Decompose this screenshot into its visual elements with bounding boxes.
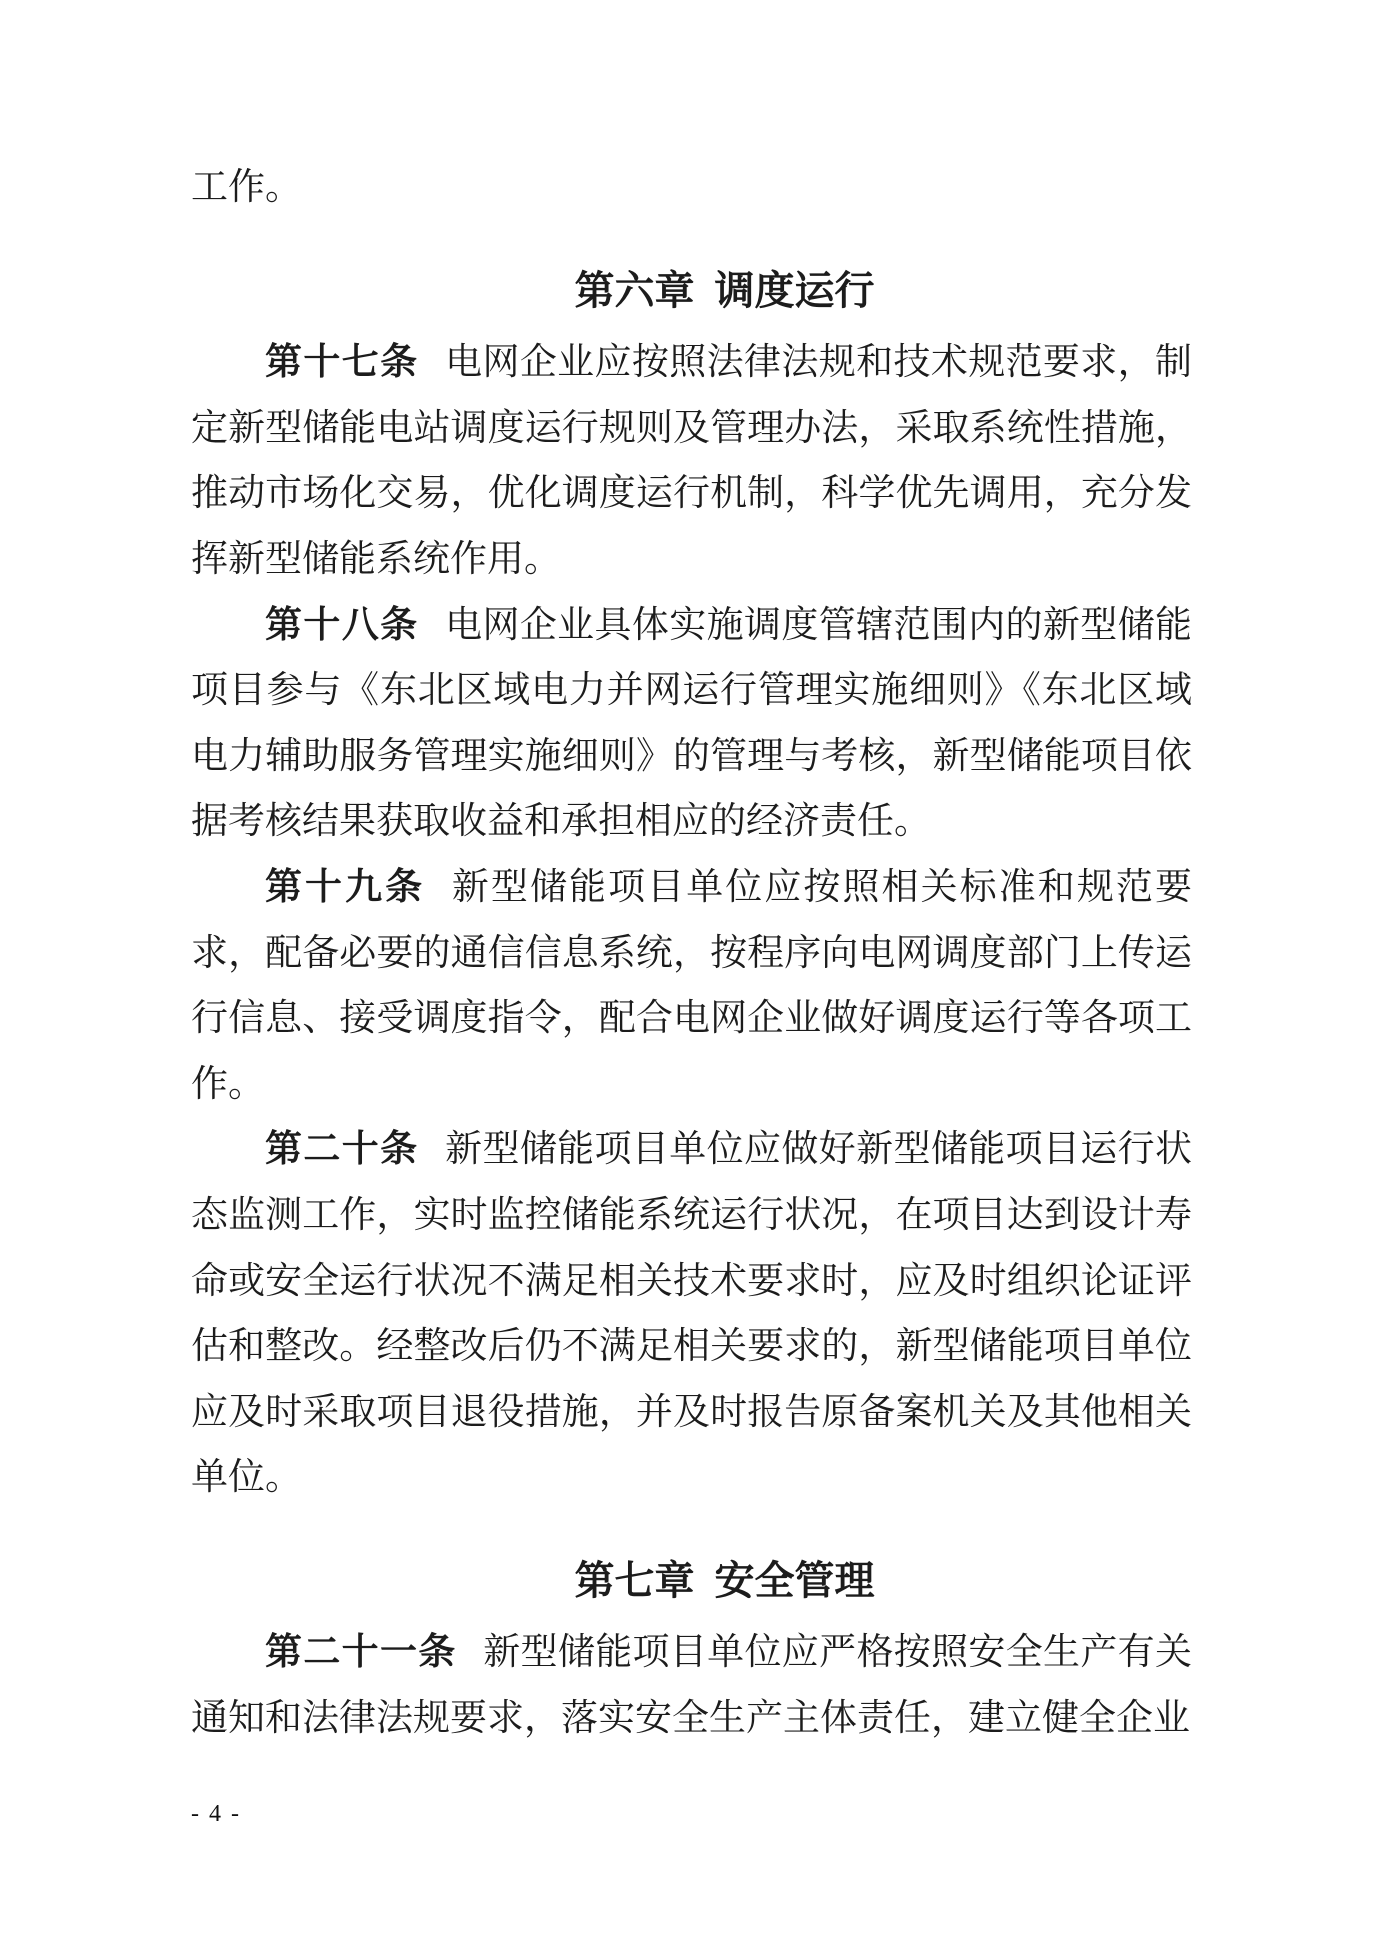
article-number: 第十八条	[265, 604, 419, 646]
article-text: 电网企业应按照法律法规和技术规范要求，制定新型储能电站调度运行规则及管理办法，采取系统性措施，推动市场化交易，优化调度运行机制，科学优先调用，充分发挥新型储能系统作用。	[191, 342, 1193, 580]
chapter-number: 第六章	[574, 268, 695, 313]
chapter-heading-7	[191, 1549, 1192, 1615]
chapter-title: 调度运行	[714, 268, 875, 313]
chapter-heading-6	[191, 259, 1192, 325]
article-number: 第二十条	[265, 1129, 419, 1171]
article-text: 新型储能项目单位应严格按照安全生产有关通知和法律法规要求，落实安全生产主体责任，建立健全企业	[191, 1632, 1193, 1740]
article-text: 电网企业具体实施调度管辖范围内的新型储能项目参与《东北区域电力并网运行管理实施细则》《东北区域电力辅助服务管理实施细则》的管理与考核，新型储能项目依据考核结果获取收益和承担相应的经济责任。	[191, 604, 1193, 843]
chapter-number: 第七章	[574, 1558, 695, 1603]
article-18	[191, 593, 1192, 855]
article-20	[191, 1117, 1192, 1511]
article-number: 第二十一条	[265, 1632, 457, 1674]
article-number: 第十七条	[265, 342, 419, 384]
article-21	[191, 1620, 1192, 1751]
article-text: 新型储能项目单位应按照相关标准和规范要求，配备必要的通信信息系统，按程序向电网调度部门上传运行信息、接受调度指令，配合电网企业做好调度运行等各项工作。	[191, 866, 1192, 1105]
continuation-paragraph: 工作。	[191, 167, 302, 208]
article-19	[191, 855, 1192, 1117]
page-number-footer: - 4 -	[191, 1801, 241, 1827]
chapter-title: 安全管理	[714, 1558, 875, 1603]
article-text: 新型储能项目单位应做好新型储能项目运行状态监测工作，实时监控储能系统运行状况，在项目达到设计寿命或安全运行状况不满足相关技术要求时，应及时组织论证评估和整改。经整改后仍不满足相关要求的，新型储能项目单位应及时采取项目退役措施，并及时报告原备案机关及其他相关单位。	[191, 1129, 1193, 1499]
article-number: 第十九条	[265, 866, 426, 908]
article-17	[191, 330, 1192, 592]
